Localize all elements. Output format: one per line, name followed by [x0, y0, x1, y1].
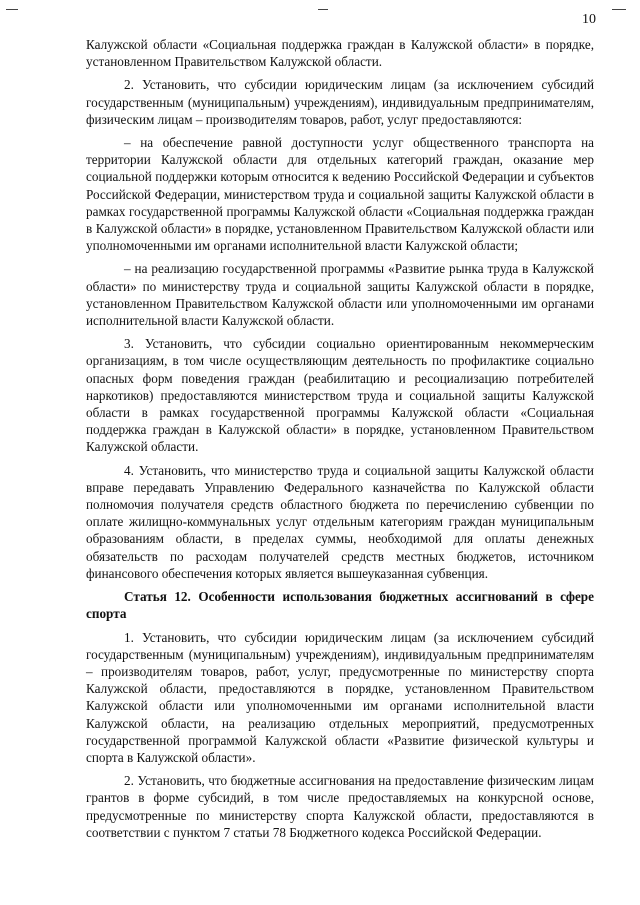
article-heading: Статья 12. Особенности использования бюджетных ассигнований в сфере спорта — [86, 589, 594, 622]
paragraph-subitem-transport: – на обеспечение равной доступности услуг общественного транспорта на территории Калужской области для отдельных категорий граждан, оказание мер социальной поддержки которым относится к ведению Российской Федерации и субъектов Российской Федерации, министерством труда и социальной защиты Калужской области в рамках государственной программы Калужской области «Социальная поддержка граждан в Калужской области» в порядке, установленном Правительством Калужской области или уполномоченными им органами исполнительной власти Калужской области; — [86, 135, 594, 254]
paragraph-item-3: 3. Установить, что субсидии социально ориентированным некоммерческим организациям, в том числе осуществляющим деятельность по профилактике социально опасных форм поведения граждан (реабилитацию и ресоциализацию потребителей наркотиков) предоставляются министерством труда и социальной защиты Калужской области в рамках государственной программы Калужской области «Социальная поддержка граждан в Калужской области» в порядке, установленном Правительством Калужской области. — [86, 336, 594, 455]
paragraph-continuation: Калужской области «Социальная поддержка граждан в Калужской области» в порядке, установленном Правительством Калужской области. — [86, 37, 594, 70]
article-paragraph-1: 1. Установить, что субсидии юридическим лицам (за исключением субсидий государственным (муниципальным) учреждениям), индивидуальным предпринимателям – производителям товаров, работ, услуг, предусмотренные по министерству спорта Калужской области, предоставляются в порядке, установленном Правительством Калужской области или уполномоченными им органами исполнительной власти Калужской области, на реализацию отдельных мероприятий, предусмотренных государственной программой Калужской области «Развитие физической культуры и спорта в Калужской области». — [86, 629, 594, 765]
paragraph-item-2: 2. Установить, что субсидии юридическим лицам (за исключением субсидий государственным (муниципальным) учреждениям), индивидуальным предпринимателям, физическим лицам – производителям товаров, работ, услуг предоставляются: — [86, 77, 594, 127]
paragraph-item-4: 4. Установить, что министерство труда и социальной защиты Калужской области вправе передавать Управлению Федерального казначейства по Калужской области полномочия получателя средств областного бюджета по перечислению субвенции по оплате жилищно-коммунальных услуг отдельным категориям граждан муниципальным образованиям области, в пределах суммы, необходимой для оплаты денежных обязательств по расходам получателей средств местных бюджетов, источником финансового обеспечения которых является вышеуказанная субвенция. — [86, 462, 594, 581]
document-body — [86, 36, 594, 847]
page-number: 10 — [582, 12, 596, 27]
paragraph-subitem-labor-market: – на реализацию государственной программы «Развитие рынка труда в Калужской области» по министерству труда и социальной защиты Калужской области в порядке, установленном Правительством Калужской области или уполномоченными им органами исполнительной власти Калужской области. — [86, 261, 594, 329]
scan-artifact-left — [6, 9, 18, 10]
scan-artifact-center — [318, 9, 328, 10]
scan-artifact-right — [612, 9, 626, 10]
article-paragraph-2: 2. Установить, что бюджетные ассигнования на предоставление физическим лицам грантов в форме субсидий, в том числе предоставляемых на конкурсной основе, предусмотренные по министерству спорта Калужской области, предоставляются в соответствии с пунктом 7 статьи 78 Бюджетного кодекса Российской Федерации. — [86, 773, 594, 840]
